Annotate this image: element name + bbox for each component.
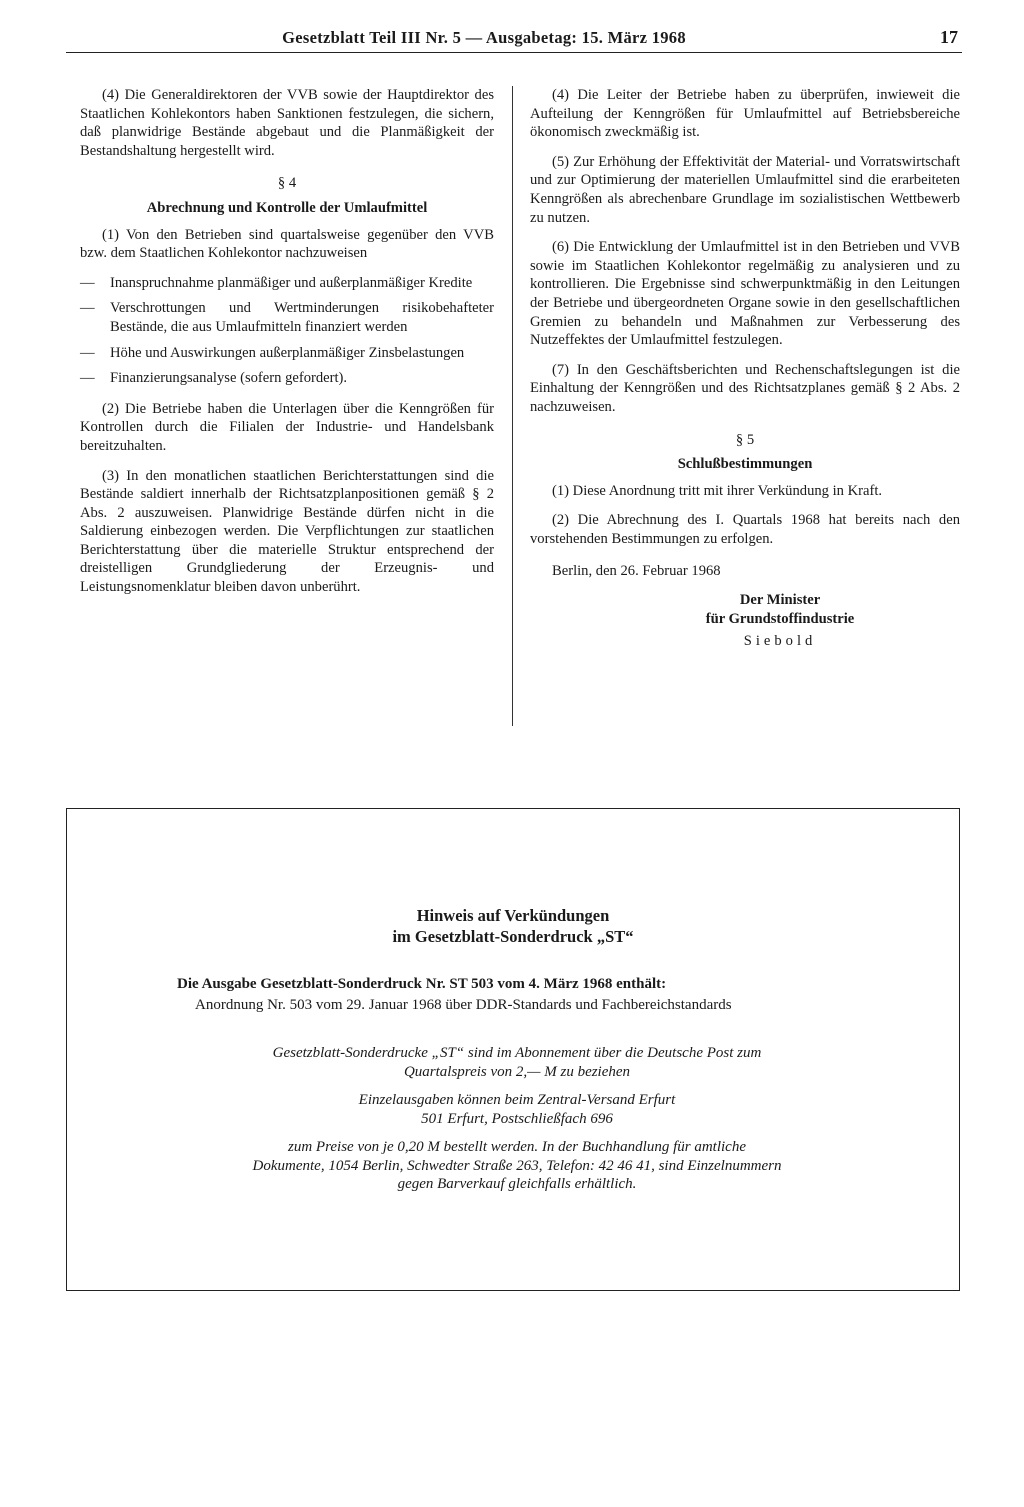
section-4-paragraph-1: (1) Von den Betrieben sind quartalsweise gegenüber den VVB bzw. dem Staatlichen Kohlekontor nachzuweisen <box>80 226 494 262</box>
price-line: zum Preise von je 0,20 M bestellt werden. In der Buchhandlung für amtliche <box>288 1139 746 1155</box>
notice-heading-line-1: Hinweis auf Verkündungen <box>416 906 610 925</box>
subscription-line: Quartalspreis von 2,— M zu beziehen <box>403 1063 631 1080</box>
section-4-paragraph-4: (4) Die Leiter der Betriebe haben zu überprüfen, inwieweit die Aufteilung der Kenngrößen für Umlaufmittel auf Betriebsbereiche ökonomisch zweckmäßig ist. <box>530 87 960 141</box>
signer-title: Der Minister <box>739 592 821 609</box>
notice-heading-line-2: im Gesetzblatt-Sonderdruck „ST“ <box>392 927 634 946</box>
subscription-line: Gesetzblatt-Sonderdrucke „ST“ sind im Abonnement über die Deutsche Post zum <box>272 1045 762 1061</box>
notice-content <box>177 975 857 1204</box>
right-column <box>530 86 960 651</box>
subscription-note <box>177 1044 857 1081</box>
price-note <box>177 1138 857 1194</box>
section-4-paragraph-6: (6) Die Entwicklung der Umlaufmittel ist in den Betrieben und VVB sowie im Staatlichen Kohlekontor regelmäßig zu analysieren und zu kontrollieren. Die Ergebnisse sind schwerpunktmäßig in den Leitungen der Betriebe und übergeordneten Organe sowie in den gesellschaftlichen Gremien zu behandeln und Maßnahmen zur Verbesserung des Nutzeffektes der Umlaufmittel festzulegen. <box>530 239 960 349</box>
page-number: 17 <box>940 27 958 47</box>
section-4-title: Abrechnung und Kontrolle der Umlaufmittel <box>146 199 428 216</box>
section-5-paragraph-2: (2) Die Abrechnung des I. Quartals 1968 hat bereits nach den vorstehenden Bestimmungen zu erfolgen. <box>530 512 960 547</box>
signature-block <box>600 591 960 651</box>
signer-name: Siebold <box>743 633 817 650</box>
section-4-number: § 4 <box>277 175 297 192</box>
column-divider <box>512 86 513 726</box>
place-date: Berlin, den 26. Februar 1968 <box>552 563 721 580</box>
section-4-paragraph-2: (2) Die Betriebe haben die Unterlagen über die Kenngrößen für Kontrollen durch die Filialen der Industrie- und Handelsbank bereitzuhalten. <box>80 400 494 454</box>
notice-heading <box>67 905 959 947</box>
list-item: — Finanzierungsanalyse (sofern gefordert). <box>80 369 494 388</box>
signer-ministry: für Grundstoffindustrie <box>705 610 855 627</box>
list-item: — Verschrottungen und Wertminderungen risikobehafteter Bestände, die aus Umlaufmitteln finanziert werden <box>80 299 494 336</box>
issue-line: Die Ausgabe Gesetzblatt-Sonderdruck Nr. ST 503 vom 4. März 1968 enthält: <box>177 976 667 992</box>
list-item: — Inanspruchnahme planmäßiger und außerplanmäßiger Kredite <box>80 274 494 293</box>
single-issue-line: Einzelausgaben können beim Zentral-Versand Erfurt <box>358 1092 676 1108</box>
page-header <box>66 26 962 53</box>
section-5-title: Schlußbestimmungen <box>677 456 813 473</box>
section-4-paragraph-7: (7) In den Geschäftsberichten und Rechenschaftslegungen ist die Einhaltung der Kenngrößen und des Richtsatzplanes gemäß § 2 Abs. 2 nachzuweisen. <box>530 361 960 415</box>
list-item: — Höhe und Auswirkungen außerplanmäßiger Zinsbelastungen <box>80 344 494 363</box>
header-title: Gesetzblatt Teil III Nr. 5 — Ausgabetag: 15. März 1968 <box>282 28 686 47</box>
left-column <box>80 86 494 608</box>
left-paragraph-4: (4) Die Generaldirektoren der VVB sowie der Hauptdirektor des Staatlichen Kohlekontors haben Sanktionen festzulegen, die sichern, daß planwidrige Bestände abgebaut und die Planmäßigkeit der Bestandshaltung hergestellt wird. <box>80 87 494 159</box>
section-5-paragraph-1: (1) Diese Anordnung tritt mit ihrer Verkündung in Kraft. <box>552 482 883 499</box>
section-4-paragraph-3: (3) In den monatlichen staatlichen Berichterstattungen sind die Bestände saldiert innerhalb der Richtsatzplanpositionen gemäß § 2 Abs. 2 auszuweisen. Planwidrige Bestände dürfen nicht in die Saldierung einbezogen werden. Die Verpflichtungen zur staatlichen Berichterstattung über die materielle Struktur entsprechend der dreistelligen Grundgliederung der Erzeugnis- und Leistungsnomenklatur bleiben davon unberührt. <box>80 467 494 596</box>
section-5-number: § 5 <box>735 431 755 448</box>
single-issue-line: 501 Erfurt, Postschließfach 696 <box>421 1110 613 1127</box>
notice-box <box>66 808 960 1291</box>
price-line: gegen Barverkauf gleichfalls erhältlich. <box>397 1176 637 1192</box>
price-line: Dokumente, 1054 Berlin, Schwedter Straße 263, Telefon: 42 46 41, sind Einzelnummern <box>252 1157 782 1174</box>
issue-item: Anordnung Nr. 503 vom 29. Januar 1968 über DDR-Standards und Fachbereichstandards <box>195 996 732 1013</box>
section-4-paragraph-5: (5) Zur Erhöhung der Effektivität der Material- und Vorratswirtschaft und zur Optimierung der materiellen Umlaufmittel sind die erarbeiteten Kenngrößen als abrechenbare Grundlage im sozialistischen Wettbewerb zu nutzen. <box>530 153 960 226</box>
requirements-list <box>80 274 494 388</box>
single-issue-note <box>177 1091 857 1128</box>
